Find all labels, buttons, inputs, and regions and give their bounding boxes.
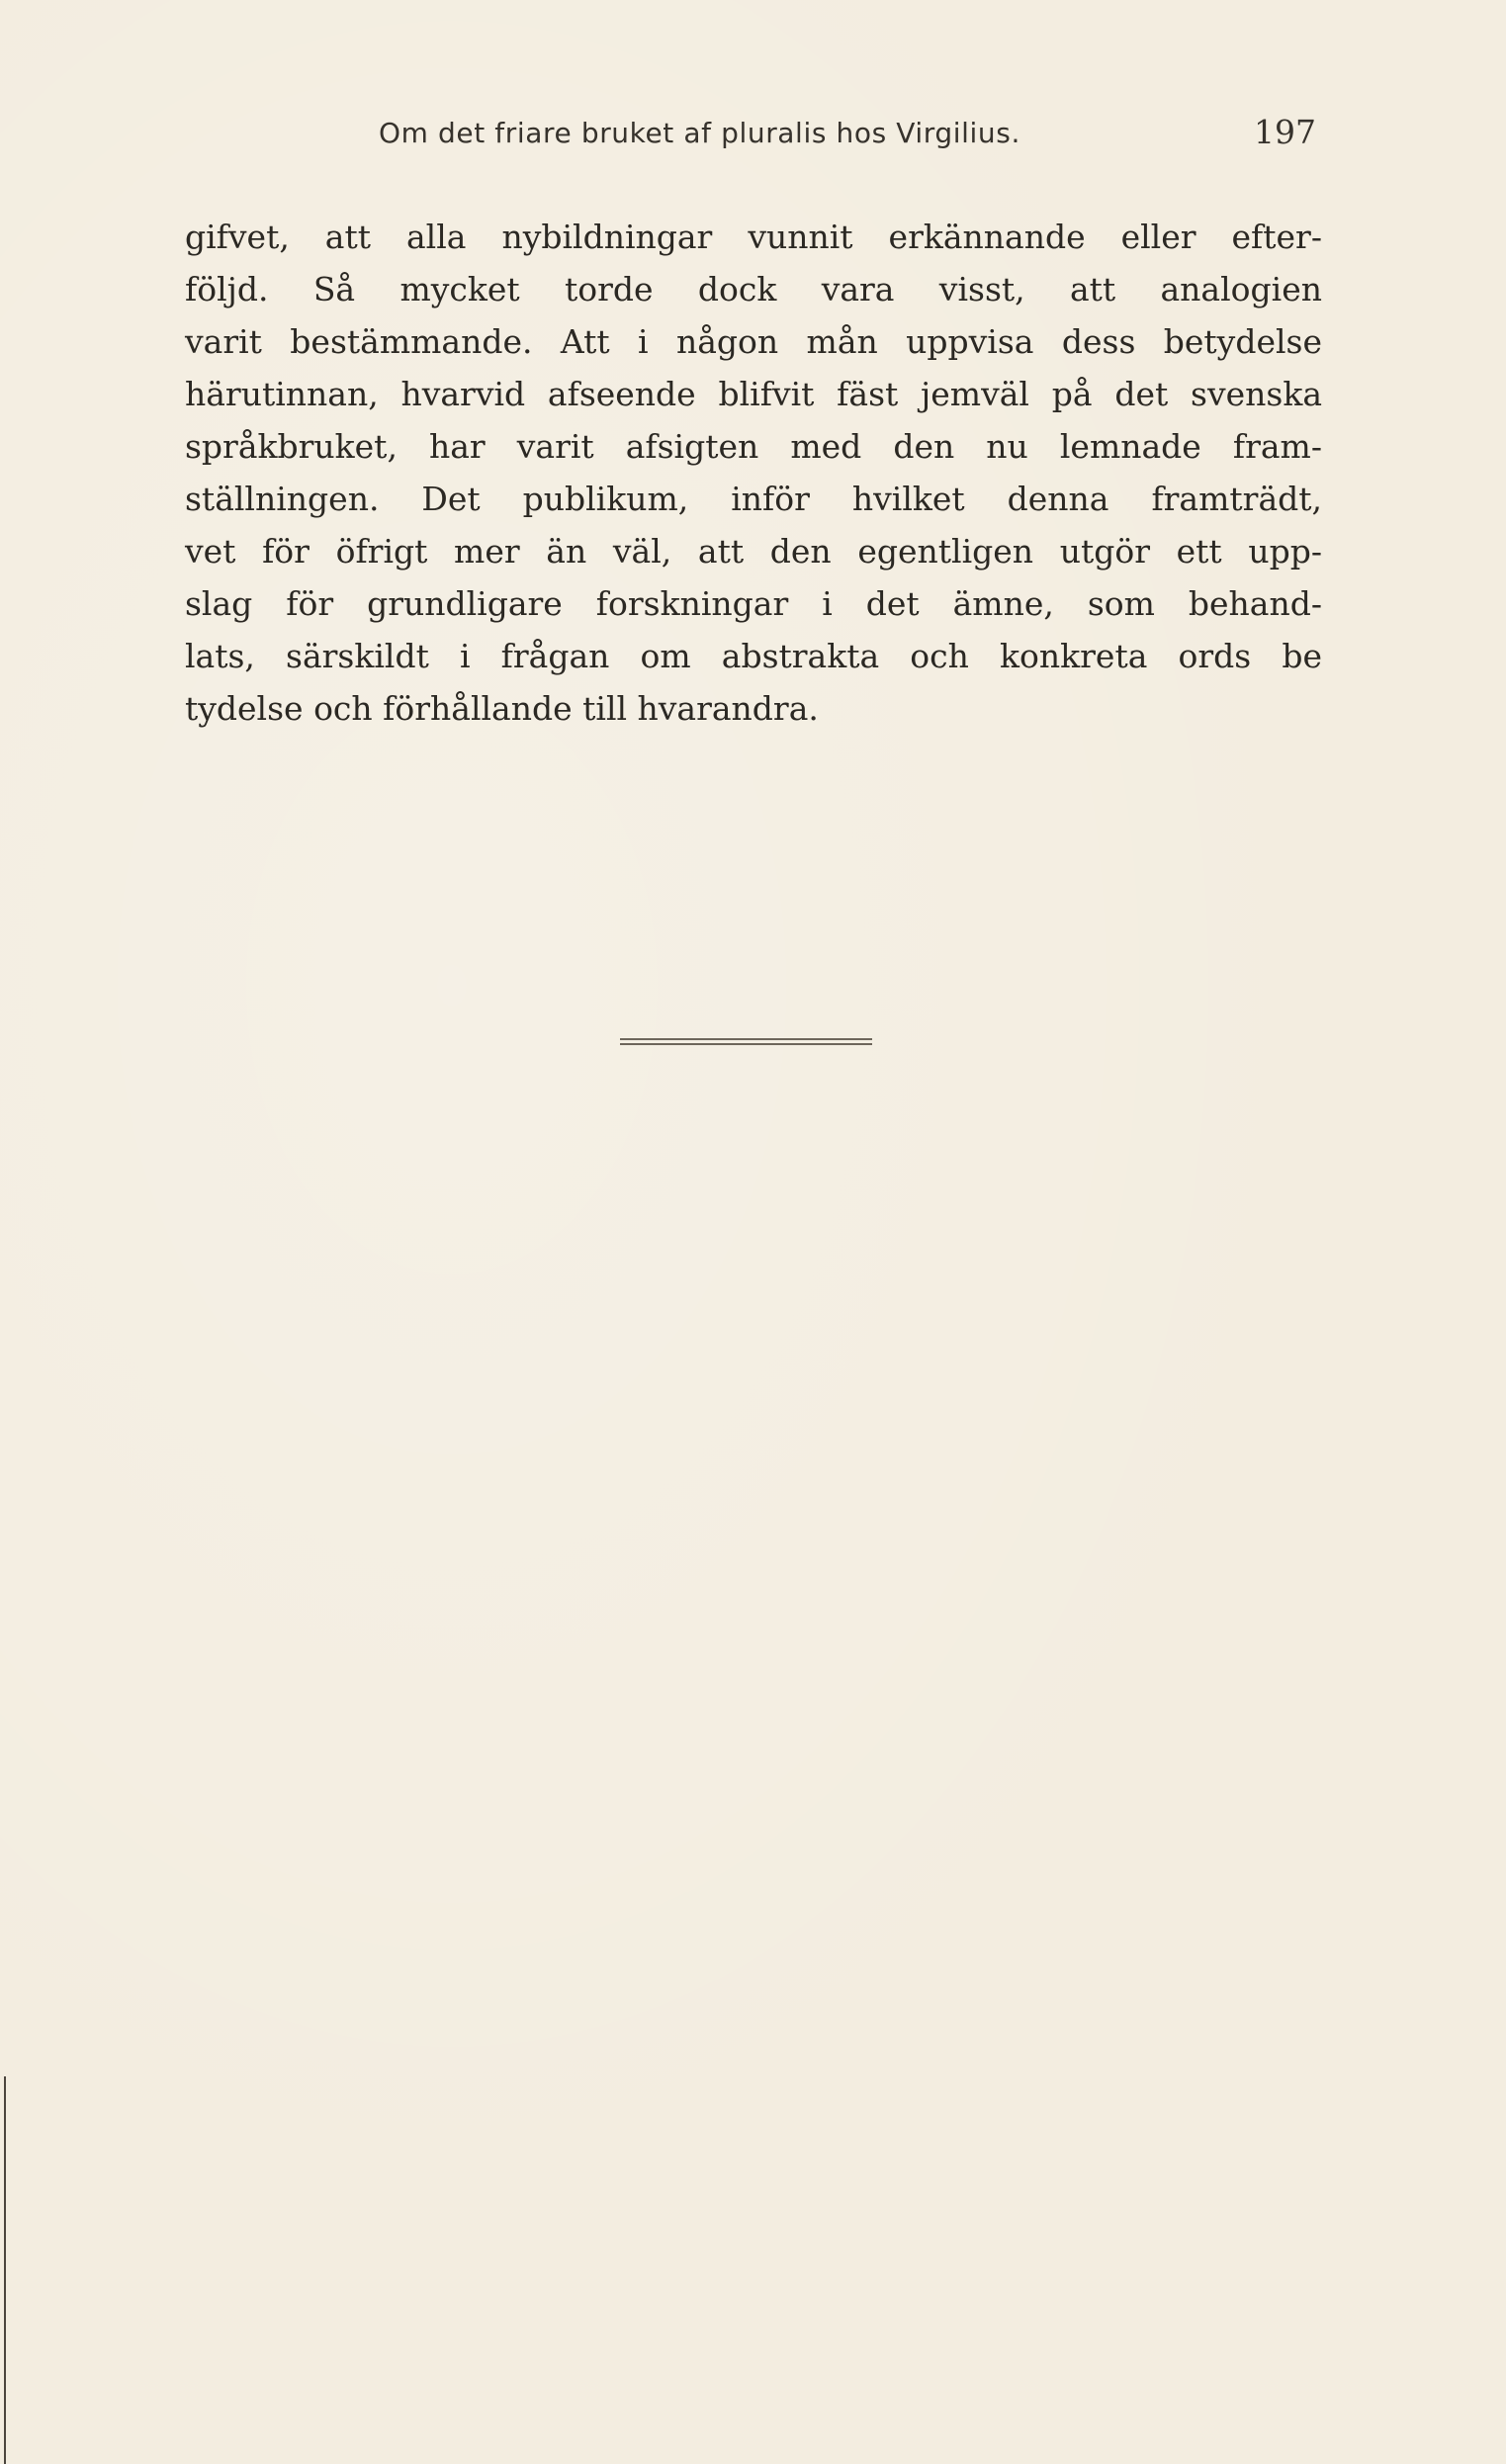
text-line: lats, särskildt i frågan om abstrakta och konkreta ords be [185, 637, 1322, 675]
text-line: varit bestämmande. Att i någon mån uppvisa dess betydelse [185, 322, 1322, 361]
text-line: ställningen. Det publikum, inför hvilket denna framträdt, [185, 480, 1322, 518]
page-edge-mark [4, 2076, 6, 2464]
text-line: vet för öfrigt mer än väl, att den egentligen utgör ett upp- [185, 532, 1322, 571]
body-paragraph [185, 211, 1322, 735]
text-line: gifvet, att alla nybildningar vunnit erkännande eller efter- [185, 218, 1322, 256]
text-line: språkbruket, har varit afsigten med den nu lemnade fram- [185, 427, 1322, 466]
running-head: Om det friare bruket af pluralis hos Virgilius. [379, 117, 1020, 149]
text-line-last: tydelse och förhållande till hvarandra. [185, 689, 819, 728]
section-divider [620, 1038, 872, 1045]
text-line: följd. Så mycket torde dock vara visst, att analogien [185, 270, 1322, 308]
page-number: 197 [1254, 113, 1316, 151]
text-line: härutinnan, hvarvid afseende blifvit fäst jemväl på det svenska [185, 375, 1322, 413]
text-line: slag för grundligare forskningar i det ämne, som behand- [185, 584, 1322, 623]
